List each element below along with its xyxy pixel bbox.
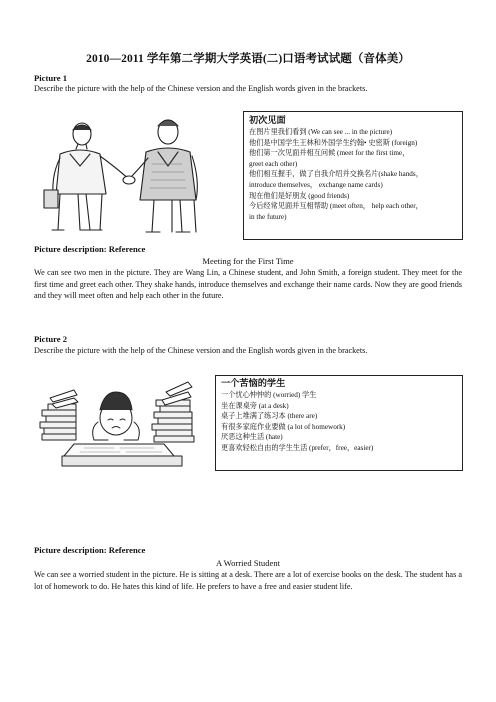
picture1-box-line: 今后经常见面并互相帮助 (meet often， help each other， — [249, 202, 423, 211]
picture2-reference-label: Picture description: Reference — [34, 545, 146, 555]
picture1-box-line: greet each other) — [249, 159, 298, 168]
picture1-reference-label: Picture description: Reference — [34, 244, 146, 254]
picture1-box-line: introduce themselves， exchange name cards) — [249, 180, 383, 189]
picture2-box-line: 桌子上堆满了练习本 (there are) — [221, 412, 318, 421]
picture1-box-line: 现在他们是好朋友 (good friends) — [249, 191, 350, 200]
picture1-box-line: in the future) — [249, 212, 287, 221]
handshake-illustration — [30, 112, 220, 240]
picture1-hint-box — [243, 111, 463, 240]
picture2-reference-title: A Worried Student — [215, 558, 281, 568]
picture1-box-line: 在图片里我们看到 (We can see ... in the picture) — [249, 128, 393, 136]
picture2-hint-box — [215, 375, 463, 471]
picture1-heading: Picture 1 — [34, 73, 68, 83]
picture2-box-line: 更喜欢轻松自由的学生生活 (prefer，free，easier) — [221, 443, 374, 452]
picture2-box-line: 有很多家庭作业要做 (a lot of homework) — [221, 422, 346, 431]
picture2-box-line: 坐在课桌旁 (at a desk) — [221, 401, 289, 410]
picture2-reference-text: We can see a worried student in the picture. He is sitting at a desk. There are a lot of exercise books on the desk. The student has a lot of homework to do. He hates this kind of life. He prefers to have a free and easier student life. — [34, 570, 462, 591]
picture2-heading: Picture 2 — [34, 334, 68, 344]
picture1-instruction: Describe the picture with the help of the Chinese version and the English words given in the brackets. — [34, 84, 368, 93]
picture2-box-line: 厌恶这种生活 (hate) — [221, 433, 283, 442]
picture1-box-line: 他们相互握手，做了自我介绍并交换名片(shake hands， — [249, 170, 423, 179]
picture1-box-line: 他们第一次见面并相互问候 (meet for the first time， — [249, 149, 410, 158]
picture2-box-title: 一个苦恼的学生 — [221, 378, 286, 389]
picture1-box-line: 他们是中国学生王林和外国学生约翰• 史密斯 (foreign) — [249, 138, 418, 147]
picture1-box-title: 初次见面 — [249, 115, 286, 126]
picture1-reference-title: Meeting for the First Time — [202, 256, 294, 266]
picture2-instruction: Describe the picture with the help of the Chinese version and the English words given in the brackets. — [34, 346, 368, 355]
page-title: 2010—2011 学年第二学期大学英语(二)口语考试试题（音体美） — [86, 53, 410, 65]
picture2-box-line: 一个忧心忡忡的 (worried) 学生 — [221, 391, 317, 399]
picture1-reference-text: We can see two men in the picture. They are Wang Lin, a Chinese student, and John Smith, a foreign student. They meet for the first time and greet each other. They shake hands, introduce themselves and exchange their name cards. Now they are good friends and they will meet often and help each other in the future. — [34, 268, 462, 301]
worried-student-illustration — [34, 370, 204, 470]
